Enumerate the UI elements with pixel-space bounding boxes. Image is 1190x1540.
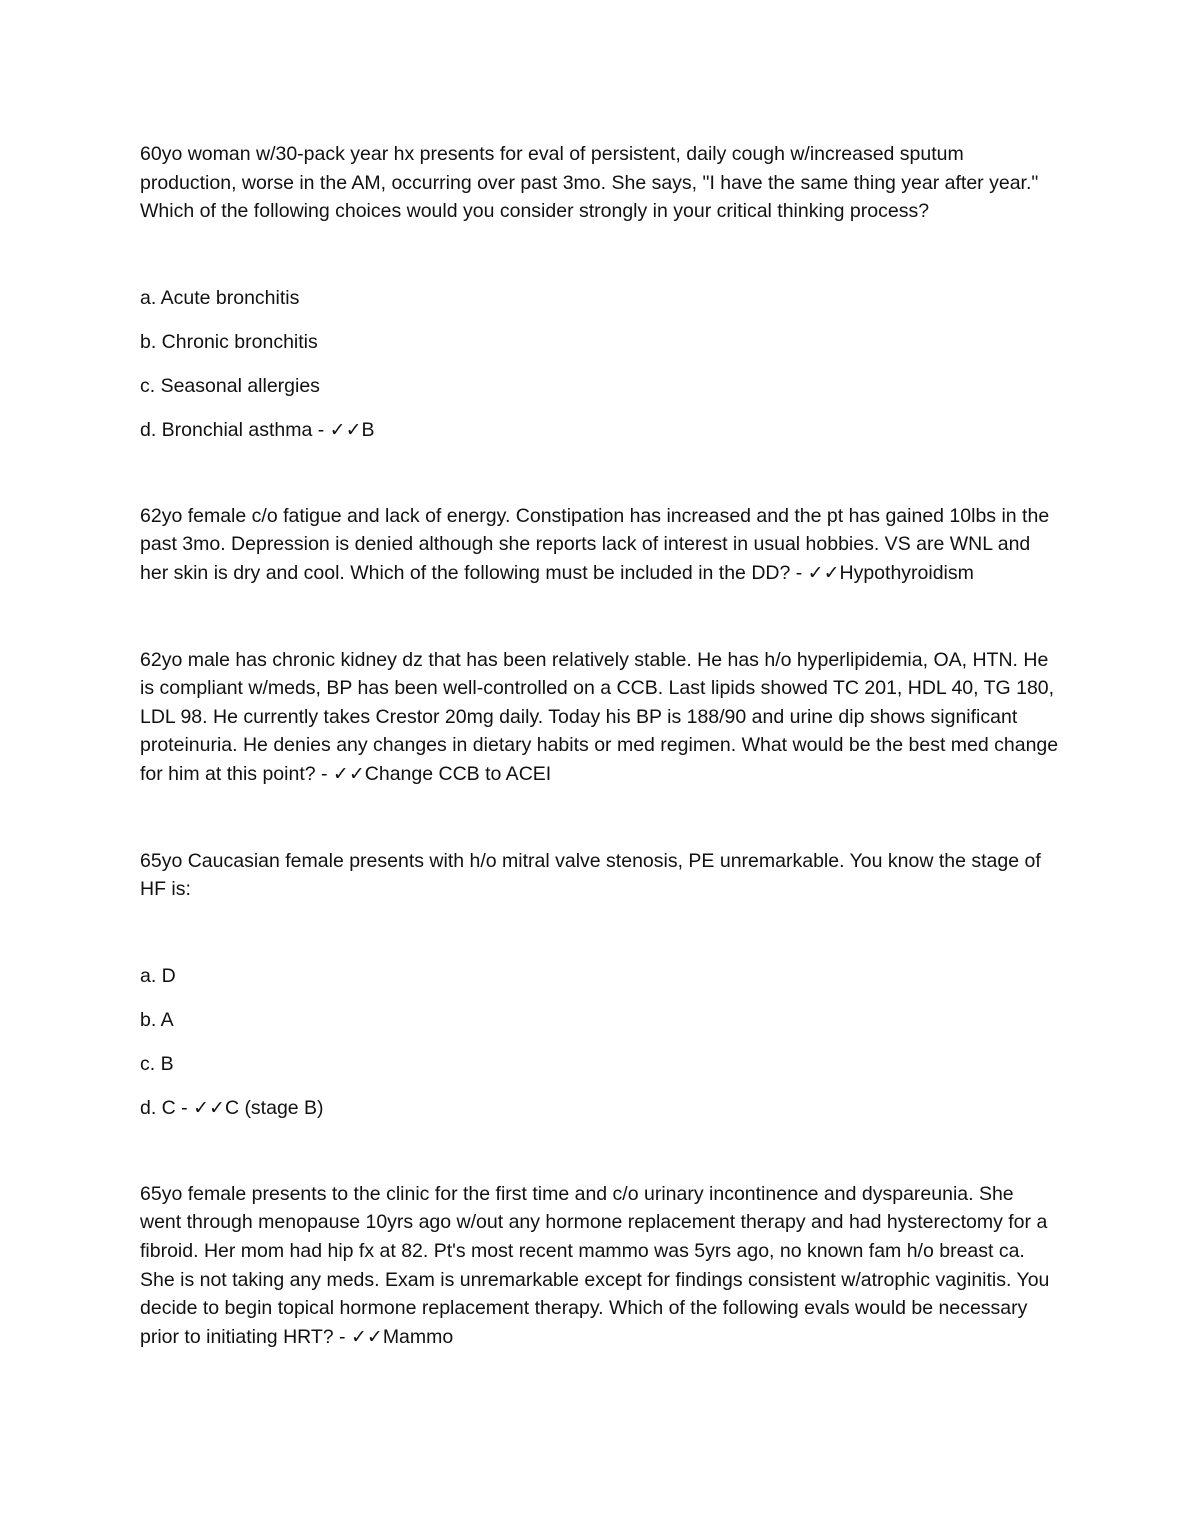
question-2-stem-text: 62yo female c/o fatigue and lack of energy. Constipation has increased and the pt has gained 10lbs in the past 3mo. Depression is denied although she reports lack of interest in usual hobbies. VS are WNL and her skin is dry and cool. Which of the following must be included in the DD? - — [140, 504, 1050, 584]
check-mark-icon: ✓✓ — [332, 762, 365, 785]
question-1-option-d — [140, 416, 1060, 444]
question-1-option-a: a. Acute bronchitis — [140, 286, 300, 309]
question-1-option-c: c. Seasonal allergies — [140, 374, 320, 397]
question-2-stem — [140, 502, 1060, 588]
question-3-stem-text: 62yo male has chronic kidney dz that has been relatively stable. He has h/o hyperlipidemia, OA, HTN. He is compliant w/meds, BP has been well-controlled on a CCB. Last lipids showed TC 201, HDL 40, TG 180, LDL 98. He currently takes Crestor 20mg daily. Today his BP is 188/90 and urine dip shows significant proteinuria. He denies any changes in dietary habits or med regimen. What would be the best med change for him at this point? - — [140, 648, 1059, 785]
question-5-stem-text: 65yo female presents to the clinic for the first time and c/o urinary incontinence and dyspareunia. She went through menopause 10yrs ago w/out any hormone replacement therapy and had hysterectomy for a fibroid. Her mom had hip fx at 82. Pt's most recent mammo was 5yrs ago, no known fam h/o breast ca. She is not taking any meds. Exam is unremarkable except for findings consistent w/atrophic vaginitis. You decide to begin topical hormone replacement therapy. Which of the following evals would be necessary prior to initiating HRT? - — [140, 1182, 1050, 1348]
question-5-stem — [140, 1180, 1060, 1352]
question-2-answer: Hypothyroidism — [839, 561, 974, 584]
question-1-stem-text: 60yo woman w/30-pack year hx presents for eval of persistent, daily cough w/increased sputum production, worse in the AM, occurring over past 3mo. She says, "I have the same thing year after year." Which of the following choices would you consider strongly in your critical thinking process? — [140, 143, 1039, 223]
question-4-stem-text: 65yo Caucasian female presents with h/o mitral valve stenosis, PE unremarkable. You know the stage of HF is: — [140, 849, 1041, 901]
question-4-options — [140, 962, 1060, 1122]
question-4-option-c: c. B — [140, 1052, 174, 1075]
question-3-stem — [140, 646, 1060, 789]
question-1-option-b: b. Chronic bronchitis — [140, 330, 318, 353]
document-page — [140, 140, 1060, 1351]
question-3-answer: Change CCB to ACEI — [364, 762, 552, 785]
question-4-stem — [140, 847, 1060, 904]
question-4-option-d — [140, 1094, 1060, 1122]
question-1-options — [140, 284, 1060, 444]
check-mark-icon: ✓✓ — [329, 418, 362, 441]
question-4-option-d-text: d. C - — [140, 1096, 194, 1119]
question-4-option-b: b. A — [140, 1008, 174, 1031]
question-4-option-a: a. D — [140, 964, 176, 987]
question-4-answer: C (stage B) — [224, 1096, 324, 1119]
check-mark-icon: ✓✓ — [807, 561, 840, 584]
question-5-answer: Mammo — [382, 1325, 454, 1348]
question-1-answer: B — [361, 418, 375, 441]
check-mark-icon: ✓✓ — [193, 1096, 225, 1119]
question-1-option-d-text: d. Bronchial asthma - — [140, 418, 330, 441]
check-mark-icon: ✓✓ — [350, 1325, 383, 1348]
question-1-stem — [140, 140, 1060, 226]
